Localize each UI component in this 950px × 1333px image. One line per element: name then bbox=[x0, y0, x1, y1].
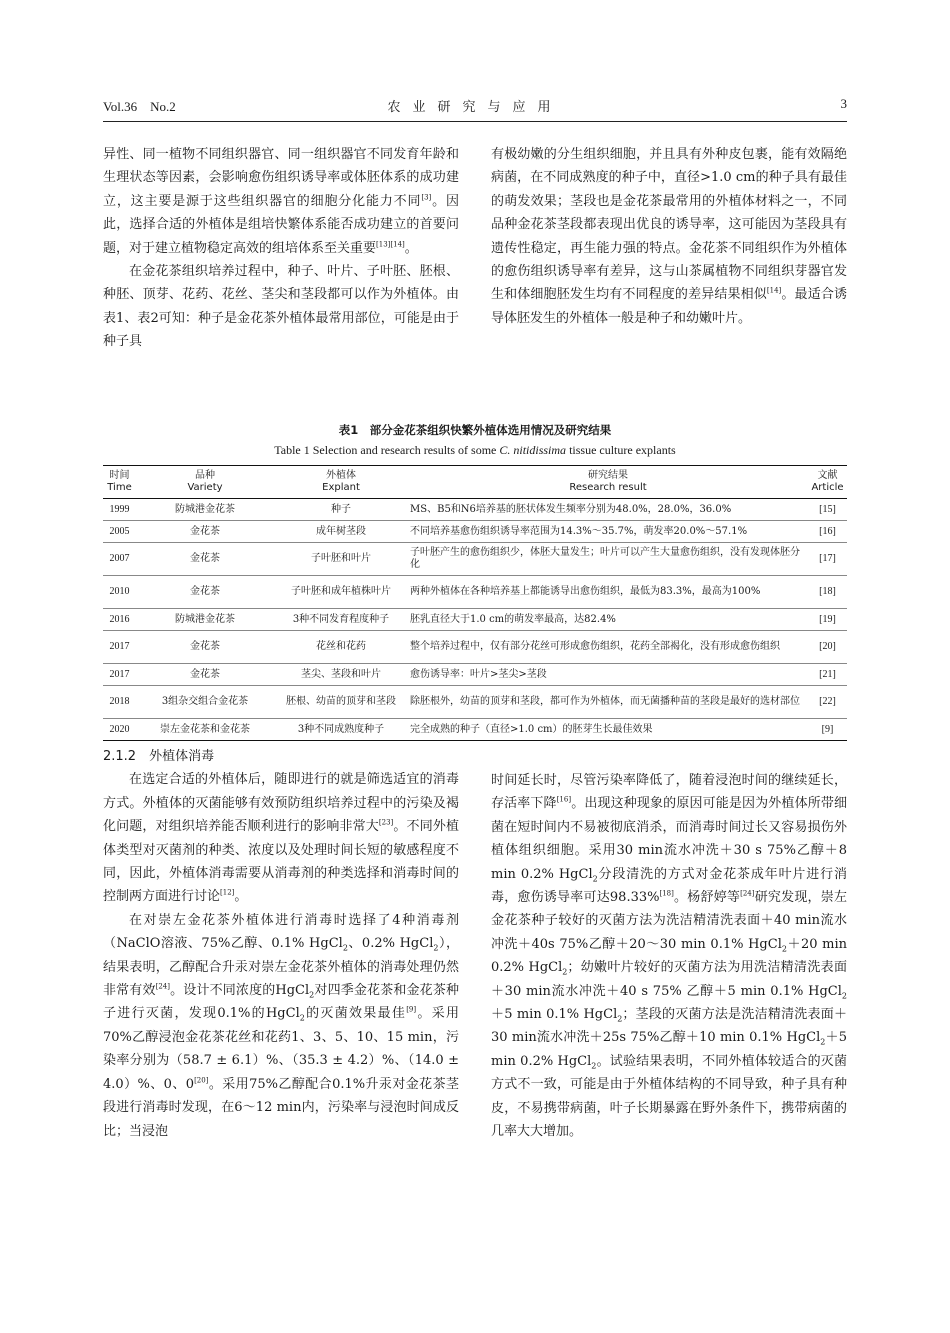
cell-year: 2017 bbox=[109, 668, 130, 680]
cell-ref: [17] bbox=[819, 553, 836, 564]
header-explant: 外植体 Explant bbox=[322, 470, 360, 493]
column-top-right bbox=[491, 143, 847, 330]
citation: [18] bbox=[659, 889, 674, 898]
cell-year: 2010 bbox=[109, 586, 130, 597]
table-row bbox=[103, 499, 847, 521]
cell-ref: [16] bbox=[819, 525, 836, 537]
citation: [9] bbox=[406, 1006, 417, 1015]
citation: [24] bbox=[740, 889, 755, 898]
cell-result: 两种外植体在各种培养基上都能诱导出愈伤组织，最低为83.3%，最高为100% bbox=[410, 586, 761, 597]
section-heading: 2.1.2 外植体消毒 bbox=[103, 749, 215, 764]
table-row bbox=[103, 609, 847, 631]
citation: [24] bbox=[155, 982, 170, 991]
paragraph: 异性、同一植物不同组织器官、同一组织器官不同发育年龄和生理状态等因素，会影响愈伤组织诱导率或体胚体系的成功建立，这主要是源于这些组织器官的细胞分化能力不同[3]。因此，选择合适的外植体是组培快繁体系能否成功建立的首要问题，对于建立植物稳定高效的组培体系至关重要[13][14]。 bbox=[103, 147, 459, 256]
header-time: 时间 Time bbox=[107, 470, 132, 493]
citation: [13][14] bbox=[376, 240, 405, 249]
cell-explant: 成年树茎段 bbox=[316, 525, 366, 537]
cell-explant: 花丝和花药 bbox=[316, 641, 366, 652]
cell-result: 完全成熟的种子（直径>1.0 cm）的胚芽生长最佳效果 bbox=[410, 723, 653, 735]
header-rule bbox=[103, 121, 847, 122]
table-header-row bbox=[103, 466, 847, 499]
cell-ref: [20] bbox=[819, 641, 836, 652]
table-row bbox=[103, 664, 847, 686]
cell-explant: 3种不同发育程度种子 bbox=[292, 613, 390, 625]
cell-explant: 茎尖、茎段和叶片 bbox=[301, 668, 381, 680]
running-header bbox=[103, 96, 847, 118]
table-row bbox=[103, 521, 847, 543]
paragraph: 在金花茶组织培养过程中，种子、叶片、子叶胚、胚根、种胚、顶芽、花药、花丝、茎尖和茎段都可以作为外植体。由表1、表2可知：种子是金花茶外植体最常用部位，可能是由于种子具 bbox=[103, 264, 459, 350]
journal-name: 农业研究与应用 bbox=[387, 99, 563, 114]
table-row bbox=[103, 719, 847, 741]
paragraph: 时间延长时，尽管污染率降低了，随着浸泡时间的继续延长，存活率下降[16]。出现这种现象的原因可能是因为外植体所带细菌在短时间内不易被彻底消杀，而消毒时间过长又容易损伤外植体组织细胞。采用30 min流水冲洗＋30 s 75%乙醇＋8 min 0.2% HgCl$_2$分段清洗的方式对金花茶成年叶片进行消毒，愈伤诱导率可达98.33%[18]。杨舒婷等[24]研究发现，崇左金花茶种子较好的灭菌方法为洗洁精清洗表面＋40 min流水冲洗＋40s 75%乙醇＋20～30 min 0.1% HgCl$_2$＋20 min 0.2% HgCl$_2$；幼嫩叶片较好的灭菌方法为用洗洁精清洗表面＋30 min流水冲洗＋40 s 75% 乙醇＋5 min 0.1% HgCl$_2$＋5 min 0.1% HgCl$_2$；茎段的灭菌方法是洗洁精清洗表面＋30 min流水冲洗＋25s 75%乙醇＋10 min 0.1% HgCl$_2$＋5 min 0.2% HgCl$_2$。试验结果表明，不同外植体较适合的灭菌方式不一致，可能是由于外植体结构的不同导致，种子具有种皮，不易携带病菌，叶子长期暴露在野外条件下，携带病菌的几率大大增加。 bbox=[491, 773, 847, 1140]
table-row bbox=[103, 543, 847, 576]
cell-explant: 3种不同成熟度种子 bbox=[297, 723, 385, 735]
cell-result: 不同培养基愈伤组织诱导率范围为14.3%～35.7%，萌发率20.0%～57.1% bbox=[410, 525, 748, 537]
page-number: 3 bbox=[840, 96, 847, 111]
paragraph: 有极幼嫩的分生组织细胞，并且具有外种皮包裹，能有效隔绝病菌，在不同成熟度的种子中，直径>1.0 cm的种子具有最佳的萌发效果；茎段也是金花茶最常用的外植体材料之一，不同品种金花茶茎段都表现出优良的诱导率，这可能因为茎段具有遗传性稳定，再生能力强的特点。金花茶不同组织作为外植体的愈伤组织诱导率有差异，这与山茶属植物不同组织芽器官发生和体细胞胚发生均有不同程度的差异结果相似[14]。最适合诱导体胚发生的外植体一般是种子和幼嫩叶片。 bbox=[491, 147, 847, 326]
cell-year: 2016 bbox=[109, 613, 130, 625]
cell-variety: 金花茶 bbox=[190, 586, 220, 597]
table-caption-en: Table 1 Selection and research results of some C. nitidissima tissue culture explants bbox=[274, 443, 676, 457]
volume-label: Vol.36 No.2 bbox=[103, 99, 176, 114]
cell-variety: 防城港金花茶 bbox=[175, 613, 235, 625]
citation: [3] bbox=[421, 193, 432, 202]
cell-variety: 金花茶 bbox=[190, 641, 220, 652]
header-article: 文献 Article bbox=[811, 470, 844, 493]
cell-result: 整个培养过程中，仅有部分花丝可形成愈伤组织，花药全部褐化，没有形成愈伤组织 bbox=[410, 641, 780, 652]
cell-ref: [15] bbox=[819, 503, 836, 515]
citation: [20] bbox=[194, 1076, 209, 1085]
cell-ref: [18] bbox=[819, 586, 836, 597]
cell-ref: [22] bbox=[819, 696, 836, 707]
cell-result: 除胚根外，幼苗的顶芽和茎段，都可作为外植体，而无菌播种苗的茎段是最好的选材部位 bbox=[410, 696, 800, 707]
cell-year: 2020 bbox=[109, 723, 130, 735]
cell-variety: 防城港金花茶 bbox=[175, 503, 235, 515]
column-bottom-left bbox=[103, 745, 459, 1143]
column-top-left bbox=[103, 143, 459, 354]
cell-explant: 胚根、幼苗的顶芽和茎段 bbox=[286, 696, 396, 707]
cell-year: 1999 bbox=[109, 503, 130, 515]
paragraph: 在对崇左金花茶外植体进行消毒时选择了4种消毒剂（NaClO溶液、75%乙醇、0.1% HgCl$_2$、0.2% HgCl$_2$），结果表明，乙醇配合升汞对崇左金花茶外植体的消毒处理仍然非常有效[24]。设计不同浓度的HgCl$_2$对四季金花茶和金花茶种子进行灭菌，发现0.1%的HgCl$_2$的灭菌效果最佳[9]。采用70%乙醇浸泡金花茶花丝和花药1、3、5、10、15 min，污染率分别为（58.7 ± 6.1）%、（35.3 ± 4.2）%、（14.0 ± 4.0）%、0、0[20]。采用75%乙醇配合0.1%升汞对金花茶茎段进行消毒时发现，在6～12 min内，污染率与浸泡时间成反比；当浸泡 bbox=[103, 912, 459, 1139]
cell-explant: 子叶胚和成年植株叶片 bbox=[291, 586, 391, 597]
table-row bbox=[103, 576, 847, 609]
cell-year: 2005 bbox=[109, 525, 130, 537]
cell-variety: 金花茶 bbox=[190, 668, 220, 680]
cell-result: 子叶胚产生的愈伤组织少，体胚大量发生；叶片可以产生大量愈伤组织，没有发现体胚分化 bbox=[410, 547, 800, 570]
citation: [23] bbox=[378, 818, 394, 827]
cell-explant: 子叶胚和叶片 bbox=[311, 553, 371, 564]
cell-variety: 3组杂交组合金花茶 bbox=[161, 696, 249, 707]
cell-result: 胚乳直径大于1.0 cm的萌发率最高，达82.4% bbox=[410, 613, 616, 625]
cell-result: 愈伤诱导率：叶片>茎尖>茎段 bbox=[410, 668, 547, 680]
column-bottom-right bbox=[491, 769, 847, 1144]
table-caption-cn: 表1 部分金花茶组织快繁外植体选用情况及研究结果 bbox=[338, 423, 612, 437]
cell-variety: 金花茶 bbox=[190, 525, 220, 537]
cell-ref: [9] bbox=[821, 723, 834, 735]
cell-year: 2017 bbox=[109, 641, 130, 652]
cell-result: MS、B5和N6培养基的胚状体发生频率分别为48.0%，28.0%，36.0% bbox=[410, 503, 732, 515]
header-result: 研究结果 Research result bbox=[569, 470, 647, 493]
paragraph: 在选定合适的外植体后，随即进行的就是筛选适宜的消毒方式。外植体的灭菌能够有效预防组织培养过程中的污染及褐化问题，对组织培养能否顺利进行的影响非常大[23]。不同外植体类型对灭菌剂的种类、浓度以及处理时间长短的敏感程度不同，因此，外植体消毒需要从消毒剂的种类选择和消毒时间的控制两方面进行讨论[12]。 bbox=[103, 772, 459, 905]
cell-variety: 崇左金花茶和金花茶 bbox=[160, 723, 250, 735]
citation: [16] bbox=[556, 796, 572, 805]
cell-year: 2007 bbox=[109, 553, 130, 564]
cell-variety: 金花茶 bbox=[190, 553, 220, 564]
explant-table bbox=[103, 465, 847, 741]
cell-ref: [19] bbox=[819, 613, 836, 625]
cell-year: 2018 bbox=[109, 696, 130, 707]
table-row bbox=[103, 631, 847, 664]
cell-ref: [21] bbox=[819, 668, 836, 680]
header-variety: 品种 Variety bbox=[187, 470, 223, 493]
citation: [12] bbox=[220, 889, 235, 898]
cell-explant: 种子 bbox=[331, 503, 351, 515]
citation: [14] bbox=[766, 287, 782, 296]
table-row bbox=[103, 686, 847, 719]
